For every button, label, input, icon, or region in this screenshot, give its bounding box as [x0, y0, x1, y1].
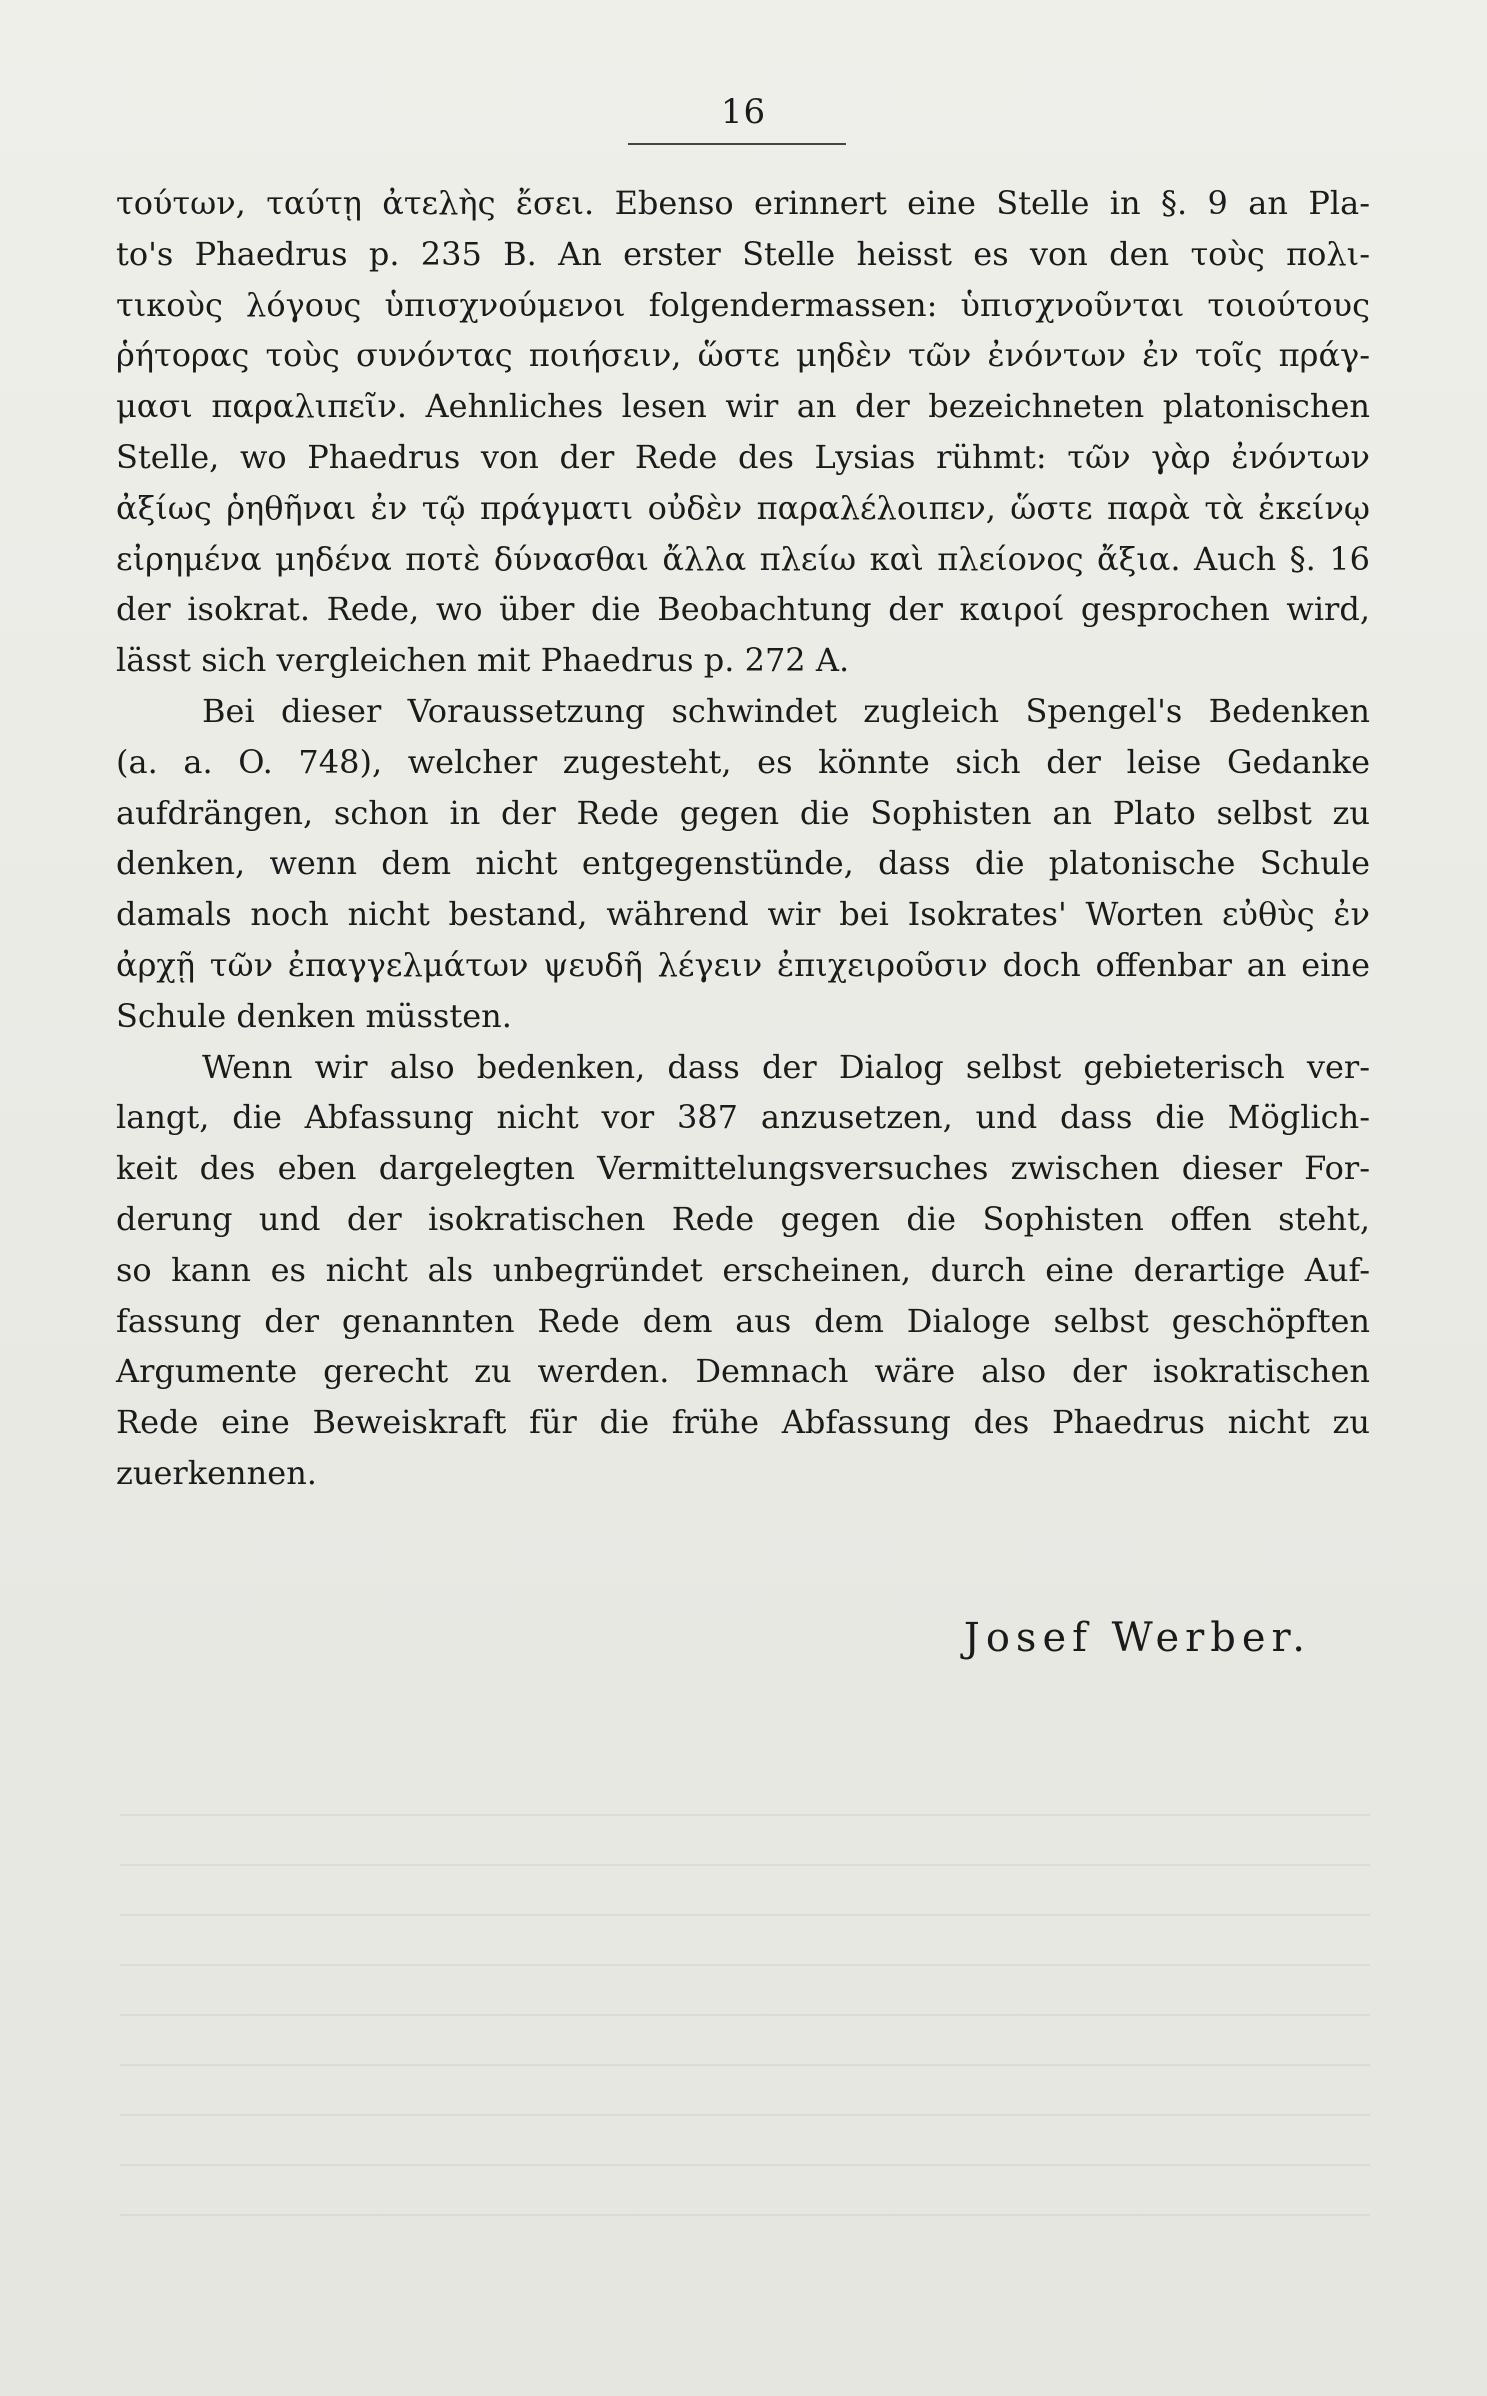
text-line: derung und der isokratischen Rede gegen die Sophisten offen steht, [116, 1199, 1370, 1238]
text-line: lässt sich vergleichen mit Phaedrus p. 272 A. [116, 641, 850, 680]
text-line: Schule denken müssten. [116, 996, 512, 1035]
text-line: ἀξίως ῥηθῆναι ἐν τῷ πράγματι οὐδὲν παραλέλοιπεν, ὥστε παρὰ τὰ ἐκείνῳ [116, 488, 1370, 527]
text-line: εἰρημένα μηδένα ποτὲ δύνασθαι ἄλλα πλείω καὶ πλείονος ἄξια. Auch §. 16 [116, 539, 1370, 578]
text-line: Rede eine Beweiskraft für die frühe Abfassung des Phaedrus nicht zu [116, 1403, 1370, 1442]
text-line: so kann es nicht als unbegründet erscheinen, durch eine derartige Auf- [116, 1250, 1370, 1289]
text-line: (a. a. O. 748), welcher zugesteht, es könnte sich der leise Gedanke [116, 742, 1370, 781]
text-line: ἀρχῇ τῶν ἐπαγγελμάτων ψευδῆ λέγειν ἐπιχειροῦσιν doch offenbar an eine [116, 945, 1370, 984]
text-line: μασι παραλιπεῖν. Aehnliches lesen wir an der bezeichneten platonischen [116, 387, 1370, 426]
text-line: fassung der genannten Rede dem aus dem Dialoge selbst geschöpften [116, 1301, 1370, 1340]
page-number: 16 [720, 92, 767, 132]
text-line: Argumente gerecht zu werden. Demnach wäre also der isokratischen [116, 1352, 1370, 1391]
text-line: τικοὺς λόγους ὑπισχνούμενοι folgendermassen: ὑπισχνοῦνται τοιούτους [116, 285, 1370, 324]
text-line: ῥήτορας τοὺς συνόντας ποιήσειν, ὥστε μηδὲν τῶν ἐνόντων ἐν τοῖς πράγ- [116, 336, 1370, 375]
text-line: Stelle, wo Phaedrus von der Rede des Lysias rühmt: τῶν γὰρ ἐνόντων [116, 437, 1370, 476]
text-line: keit des eben dargelegten Vermittelungsversuches zwischen dieser For- [116, 1149, 1370, 1188]
text-line: denken, wenn dem nicht entgegenstünde, dass die platonische Schule [116, 844, 1370, 883]
bleed-through-texture [120, 1780, 1370, 2260]
text-line: langt, die Abfassung nicht vor 387 anzusetzen, und dass die Möglich- [116, 1098, 1370, 1137]
text-line: to's Phaedrus p. 235 B. An erster Stelle heisst es von den τοὺς πολι- [116, 234, 1370, 273]
author-signature: Josef Werber. [963, 1615, 1311, 1661]
text-line: Wenn wir also bedenken, dass der Dialog selbst gebieterisch ver- [202, 1047, 1370, 1086]
text-line: τούτων, ταύτῃ ἀτελὴς ἔσει. Ebenso erinnert eine Stelle in §. 9 an Pla- [116, 184, 1370, 222]
text-line: damals noch nicht bestand, während wir bei Isokrates' Worten εὐθὺς ἐν [116, 895, 1370, 934]
header-rule [628, 143, 846, 145]
text-line: aufdrängen, schon in der Rede gegen die Sophisten an Plato selbst zu [116, 793, 1370, 832]
text-line: Bei dieser Voraussetzung schwindet zugleich Spengel's Bedenken [202, 691, 1370, 730]
body-text [116, 178, 1370, 1499]
text-line: zuerkennen. [116, 1453, 317, 1492]
text-line: der isokrat. Rede, wo über die Beobachtung der καιροί gesprochen wird, [116, 590, 1370, 629]
